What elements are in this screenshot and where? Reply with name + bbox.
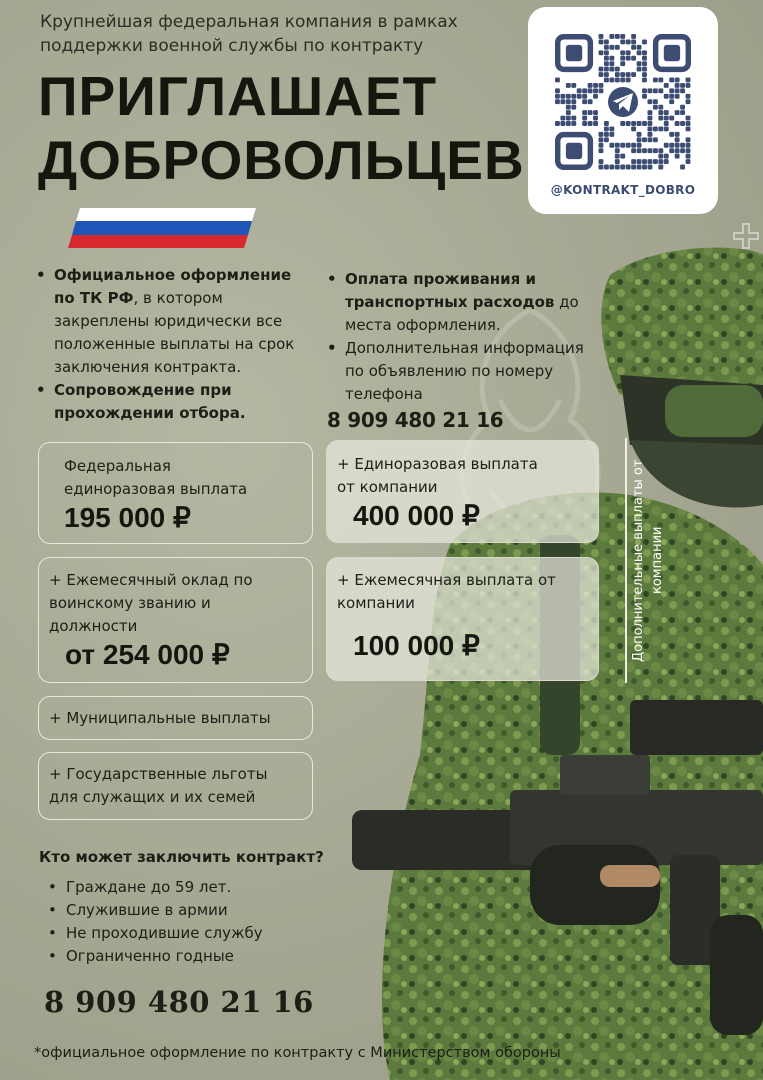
qr-module bbox=[588, 110, 593, 115]
qr-module bbox=[582, 121, 587, 126]
qr-module bbox=[604, 45, 609, 50]
qr-module bbox=[642, 137, 647, 142]
qr-module bbox=[609, 61, 614, 66]
company-once-card bbox=[326, 440, 599, 543]
bullet-support-bold: Сопровождение при прохождении отбора. bbox=[54, 381, 246, 422]
qr-module bbox=[604, 72, 609, 77]
qr-module bbox=[555, 99, 560, 104]
qr-module bbox=[593, 88, 598, 93]
qr-module bbox=[642, 78, 647, 83]
qr-module bbox=[680, 148, 685, 153]
qr-module bbox=[577, 88, 582, 93]
qr-module bbox=[680, 165, 685, 170]
qr-module bbox=[620, 34, 625, 39]
qr-module bbox=[560, 99, 565, 104]
bullet-accommodation-rest: до места оформления. bbox=[345, 293, 579, 334]
qr-module bbox=[626, 78, 631, 83]
federal-payment-card bbox=[38, 442, 313, 544]
qr-module bbox=[620, 61, 625, 66]
salary-amount: от 254 000 ₽ bbox=[65, 639, 230, 670]
qr-module bbox=[582, 110, 587, 115]
qr-module bbox=[626, 143, 631, 148]
qr-module bbox=[686, 78, 691, 83]
qr-module bbox=[647, 88, 652, 93]
qr-module bbox=[615, 148, 620, 153]
qr-module bbox=[653, 88, 658, 93]
eligibility-list bbox=[48, 876, 263, 968]
qr-module bbox=[604, 50, 609, 55]
qr-module bbox=[642, 88, 647, 93]
bullet-accommodation-bold: Оплата проживания и транспортных расходов bbox=[345, 270, 555, 311]
federal-payment-label: Федеральная единоразовая выплата bbox=[64, 457, 248, 498]
qr-module bbox=[637, 159, 642, 164]
qr-module bbox=[631, 34, 636, 39]
qr-module bbox=[642, 159, 647, 164]
qr-module bbox=[658, 126, 663, 131]
qr-module bbox=[686, 83, 691, 88]
qr-module bbox=[609, 67, 614, 72]
qr-module bbox=[599, 50, 604, 55]
qr-module bbox=[686, 159, 691, 164]
eligibility-title: Кто может заключить контракт? bbox=[39, 848, 324, 866]
qr-module bbox=[642, 67, 647, 72]
qr-module bbox=[686, 94, 691, 99]
qr-module bbox=[669, 78, 674, 83]
qr-module bbox=[615, 45, 620, 50]
qr-module bbox=[626, 72, 631, 77]
qr-module bbox=[647, 165, 652, 170]
qr-module bbox=[664, 154, 669, 159]
qr-module bbox=[560, 116, 565, 121]
qr-module bbox=[593, 110, 598, 115]
footnote: *официальное оформление по контракту с Министерством обороны bbox=[34, 1045, 561, 1061]
qr-module bbox=[686, 99, 691, 104]
qr-module bbox=[626, 121, 631, 126]
qr-module bbox=[631, 121, 636, 126]
qr-module bbox=[631, 159, 636, 164]
qr-module bbox=[582, 116, 587, 121]
qr-module bbox=[658, 116, 663, 121]
company-once-label: + Единоразовая выплата от компании bbox=[337, 455, 538, 496]
qr-module bbox=[675, 132, 680, 137]
company-monthly-label: + Ежемесячная выплата от компании bbox=[337, 571, 556, 612]
qr-module bbox=[664, 94, 669, 99]
qr-module bbox=[566, 99, 571, 104]
qr-module bbox=[604, 78, 609, 83]
cross-emblem-icon bbox=[732, 222, 760, 250]
qr-module bbox=[658, 148, 663, 153]
qr-module bbox=[647, 110, 652, 115]
qr-module bbox=[599, 143, 604, 148]
qr-module bbox=[686, 126, 691, 131]
federal-payment-amount: 195 000 ₽ bbox=[64, 502, 191, 533]
qr-module bbox=[664, 116, 669, 121]
qr-module bbox=[637, 67, 642, 72]
qr-module bbox=[642, 121, 647, 126]
qr-module bbox=[669, 116, 674, 121]
qr-module bbox=[599, 72, 604, 77]
qr-module bbox=[615, 154, 620, 159]
qr-module bbox=[675, 83, 680, 88]
qr-module bbox=[680, 143, 685, 148]
qr-module bbox=[555, 94, 560, 99]
qr-module bbox=[615, 159, 620, 164]
qr-module bbox=[588, 88, 593, 93]
qr-module bbox=[675, 148, 680, 153]
qr-module bbox=[631, 126, 636, 131]
qr-module bbox=[571, 121, 576, 126]
qr-module bbox=[664, 143, 669, 148]
qr-module bbox=[653, 148, 658, 153]
qr-module bbox=[609, 34, 614, 39]
qr-module bbox=[686, 137, 691, 142]
headline-line-1: ПРИГЛАШАЕТ bbox=[38, 65, 438, 127]
qr-module bbox=[653, 99, 658, 104]
qr-module bbox=[664, 83, 669, 88]
qr-module bbox=[599, 88, 604, 93]
qr-card[interactable] bbox=[528, 7, 718, 214]
qr-module bbox=[642, 94, 647, 99]
salary-label: + Ежемесячный оклад по воинскому званию и должности bbox=[49, 571, 253, 635]
qr-module bbox=[599, 148, 604, 153]
qr-module bbox=[620, 165, 625, 170]
qr-module bbox=[599, 83, 604, 88]
qr-module bbox=[642, 50, 647, 55]
qr-module bbox=[658, 105, 663, 110]
qr-module bbox=[599, 165, 604, 170]
qr-module bbox=[615, 34, 620, 39]
qr-module bbox=[686, 143, 691, 148]
qr-finder bbox=[656, 37, 689, 70]
qr-module bbox=[566, 105, 571, 110]
salary-card bbox=[38, 557, 313, 683]
qr-module bbox=[647, 126, 652, 131]
qr-module bbox=[686, 154, 691, 159]
qr-module bbox=[609, 56, 614, 61]
qr-module bbox=[664, 110, 669, 115]
bullet-info-text: Дополнительная информация по объявлению по номеру телефона bbox=[345, 339, 584, 403]
qr-module bbox=[615, 67, 620, 72]
qr-module bbox=[609, 45, 614, 50]
qr-module bbox=[604, 165, 609, 170]
qr-module bbox=[686, 116, 691, 121]
qr-module bbox=[664, 121, 669, 126]
qr-module bbox=[637, 165, 642, 170]
qr-module bbox=[675, 121, 680, 126]
qr-module bbox=[604, 39, 609, 44]
eligibility-item: • Не проходившие службу bbox=[48, 922, 263, 945]
qr-module bbox=[675, 154, 680, 159]
qr-module bbox=[637, 132, 642, 137]
qr-module bbox=[609, 143, 614, 148]
qr-module bbox=[604, 137, 609, 142]
qr-module bbox=[664, 126, 669, 131]
qr-module bbox=[593, 94, 598, 99]
qr-module bbox=[555, 88, 560, 93]
qr-module bbox=[620, 78, 625, 83]
qr-module bbox=[680, 105, 685, 110]
qr-module bbox=[647, 132, 652, 137]
qr-module bbox=[653, 159, 658, 164]
qr-module bbox=[675, 110, 680, 115]
qr-module bbox=[604, 67, 609, 72]
qr-module bbox=[604, 121, 609, 126]
qr-module bbox=[620, 121, 625, 126]
qr-module bbox=[642, 39, 647, 44]
qr-module bbox=[604, 132, 609, 137]
qr-module bbox=[637, 45, 642, 50]
qr-module bbox=[571, 99, 576, 104]
qr-module bbox=[588, 83, 593, 88]
bullet-info bbox=[327, 337, 607, 406]
eligibility-item: • Ограниченно годные bbox=[48, 945, 263, 968]
qr-module bbox=[620, 39, 625, 44]
qr-module bbox=[658, 88, 663, 93]
qr-module bbox=[571, 116, 576, 121]
eligibility-item: • Граждане до 59 лет. bbox=[48, 876, 263, 899]
qr-module bbox=[593, 116, 598, 121]
qr-module bbox=[686, 148, 691, 153]
qr-module bbox=[620, 143, 625, 148]
qr-module bbox=[582, 88, 587, 93]
qr-module bbox=[658, 165, 663, 170]
contact-phone[interactable]: 8 909 480 21 16 bbox=[327, 408, 504, 432]
benefits-label: + Государственные льготы для служащих и их семей bbox=[49, 765, 268, 806]
qr-module bbox=[642, 72, 647, 77]
qr-module bbox=[620, 56, 625, 61]
qr-module bbox=[604, 61, 609, 66]
qr-module bbox=[637, 61, 642, 66]
qr-module bbox=[669, 99, 674, 104]
qr-module bbox=[566, 83, 571, 88]
qr-module bbox=[647, 116, 652, 121]
qr-module bbox=[631, 148, 636, 153]
qr-module bbox=[609, 132, 614, 137]
qr-module bbox=[609, 165, 614, 170]
qr-module bbox=[669, 94, 674, 99]
qr-module bbox=[566, 116, 571, 121]
qr-module bbox=[582, 99, 587, 104]
qr-module bbox=[582, 94, 587, 99]
qr-module bbox=[631, 165, 636, 170]
qr-module bbox=[675, 137, 680, 142]
qr-module bbox=[647, 159, 652, 164]
qr-module bbox=[571, 94, 576, 99]
qr-module bbox=[588, 99, 593, 104]
bullet-official bbox=[36, 264, 316, 379]
qr-module bbox=[675, 143, 680, 148]
qr-module bbox=[599, 67, 604, 72]
qr-module bbox=[566, 110, 571, 115]
qr-module bbox=[637, 143, 642, 148]
qr-module bbox=[680, 121, 685, 126]
qr-module bbox=[599, 39, 604, 44]
headline-line-2: ДОБРОВОЛЬЦЕВ bbox=[38, 129, 525, 191]
qr-module bbox=[680, 88, 685, 93]
qr-module bbox=[675, 88, 680, 93]
municipal-card bbox=[38, 696, 313, 740]
qr-module bbox=[653, 105, 658, 110]
main-phone[interactable]: 8 909 480 21 16 bbox=[44, 985, 314, 1019]
qr-module bbox=[631, 143, 636, 148]
qr-module bbox=[588, 121, 593, 126]
qr-module bbox=[637, 148, 642, 153]
qr-module bbox=[631, 39, 636, 44]
qr-module bbox=[637, 137, 642, 142]
qr-module bbox=[680, 110, 685, 115]
qr-module bbox=[686, 121, 691, 126]
qr-module bbox=[669, 143, 674, 148]
qr-module bbox=[593, 83, 598, 88]
qr-module bbox=[637, 50, 642, 55]
qr-module bbox=[675, 94, 680, 99]
qr-module bbox=[555, 78, 560, 83]
qr-module bbox=[599, 132, 604, 137]
qr-module bbox=[647, 99, 652, 104]
qr-module bbox=[571, 105, 576, 110]
benefits-card bbox=[38, 752, 313, 820]
qr-module bbox=[566, 121, 571, 126]
extra-payments-text: Дополнительные выплаты от компании bbox=[631, 459, 665, 662]
company-once-amount: 400 000 ₽ bbox=[353, 500, 480, 531]
headline bbox=[38, 64, 525, 192]
russian-flag bbox=[68, 208, 256, 248]
qr-module bbox=[626, 165, 631, 170]
qr-module bbox=[560, 121, 565, 126]
extra-payments-note bbox=[625, 438, 673, 683]
qr-module bbox=[615, 143, 620, 148]
qr-module bbox=[626, 50, 631, 55]
qr-module bbox=[555, 121, 560, 126]
qr-module bbox=[647, 121, 652, 126]
qr-module bbox=[560, 94, 565, 99]
qr-module bbox=[615, 72, 620, 77]
telegram-handle[interactable]: @KONTRAKT_DOBRO bbox=[550, 183, 696, 197]
qr-module bbox=[642, 165, 647, 170]
qr-module bbox=[658, 154, 663, 159]
qr-module bbox=[642, 61, 647, 66]
qr-module bbox=[615, 165, 620, 170]
company-monthly-amount: 100 000 ₽ bbox=[353, 630, 480, 661]
qr-module bbox=[675, 78, 680, 83]
qr-module bbox=[658, 110, 663, 115]
qr-module bbox=[620, 154, 625, 159]
qr-module bbox=[658, 159, 663, 164]
bullet-official-bold: Официальное оформление по ТК РФ bbox=[54, 266, 292, 307]
qr-module bbox=[609, 78, 614, 83]
qr-module bbox=[642, 56, 647, 61]
qr-module bbox=[609, 126, 614, 131]
qr-module bbox=[680, 83, 685, 88]
qr-module bbox=[658, 78, 663, 83]
qr-module bbox=[637, 121, 642, 126]
qr-module bbox=[669, 88, 674, 93]
qr-module bbox=[653, 126, 658, 131]
qr-module bbox=[631, 72, 636, 77]
qr-module bbox=[620, 50, 625, 55]
qr-module bbox=[593, 121, 598, 126]
benefits-list-right bbox=[327, 268, 607, 432]
qr-module bbox=[669, 132, 674, 137]
qr-module bbox=[599, 137, 604, 142]
qr-finder bbox=[558, 135, 591, 168]
company-monthly-card bbox=[326, 557, 599, 681]
bullet-support bbox=[36, 379, 316, 425]
bullet-official-rest: , в котором закреплены юридически все положенные выплаты на срок заключения контракта. bbox=[54, 289, 295, 376]
municipal-label: + Муниципальные выплаты bbox=[49, 709, 271, 727]
qr-module bbox=[653, 137, 658, 142]
qr-module bbox=[604, 56, 609, 61]
qr-module bbox=[571, 83, 576, 88]
qr-module bbox=[615, 78, 620, 83]
qr-code[interactable] bbox=[555, 34, 691, 170]
qr-finder bbox=[558, 37, 591, 70]
qr-module bbox=[631, 56, 636, 61]
qr-module bbox=[647, 148, 652, 153]
qr-module bbox=[626, 39, 631, 44]
qr-module bbox=[626, 56, 631, 61]
qr-module bbox=[642, 148, 647, 153]
intro-text: Крупнейшая федеральная компания в рамках поддержки военной службы по контракту bbox=[40, 12, 458, 56]
eligibility-item: • Служившие в армии bbox=[48, 899, 263, 922]
qr-module bbox=[653, 78, 658, 83]
qr-module bbox=[577, 94, 582, 99]
benefits-list-left bbox=[36, 264, 316, 425]
qr-module bbox=[647, 137, 652, 142]
qr-module bbox=[620, 72, 625, 77]
qr-module bbox=[599, 34, 604, 39]
qr-module bbox=[604, 126, 609, 131]
bullet-accommodation bbox=[327, 268, 607, 337]
qr-module bbox=[566, 94, 571, 99]
extra-payments-divider bbox=[625, 438, 627, 683]
qr-module bbox=[599, 159, 604, 164]
qr-module bbox=[631, 45, 636, 50]
qr-module bbox=[664, 159, 669, 164]
qr-module bbox=[669, 148, 674, 153]
